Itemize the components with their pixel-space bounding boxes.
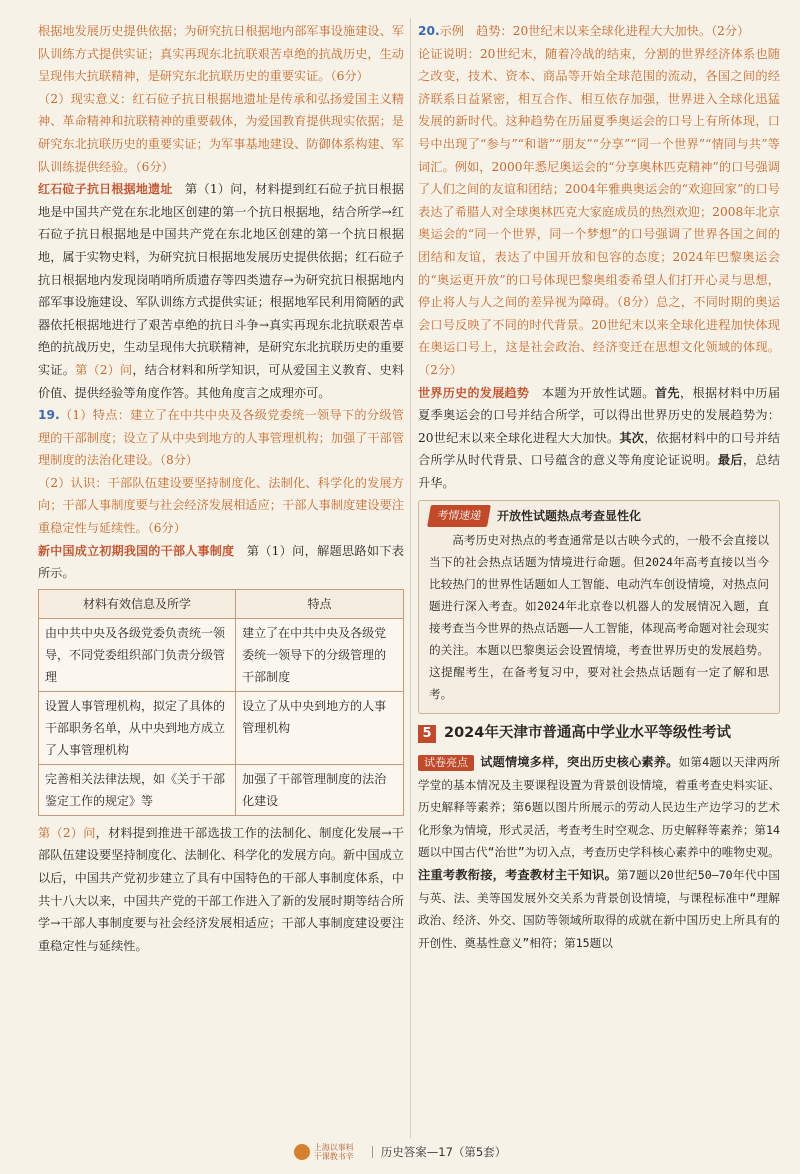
box-header (429, 505, 769, 527)
table-cell: 建立了在中共中央及各级党委统一领导下的分级管理的干部制度 (236, 618, 404, 691)
box-body: 高考历史对热点的考查通常是以古映今式的，一般不会直接以当下的社会热点话题为情境进行命题。但2024年高考直接以当今比较热门的世界性话题如人工智能、电动汽车创设情境，对热点问题进行深入考查。如2024年北京卷以机器人的发展情况入题，直接考查当今世界的热点话题——人工智能，体现高考命题对社会现实的关注。本题以巴黎奥运会设置情境，考查世界历史的发展趋势。这提醒考生，在备考复习中，要对社会热点话题有一定了解和思考。 (429, 533, 769, 702)
analysis-paragraph (38, 540, 404, 585)
publisher-logo (294, 1143, 354, 1161)
question-ref: 第（2）问 (75, 362, 133, 377)
logo-icon (294, 1144, 310, 1160)
analysis-text: ，总结升华。 (418, 453, 781, 490)
analysis-text: 第（1）问，材料提到红石砬子抗日根据地是中国共产党在东北地区创建的第一个抗日根据地，结合所学→红石砬子抗日根据地是中国共产党在东北地区创建的第一个抗日根据地，属于实物史料，为研究抗日根据地发展历史提供依据；红石砬子抗日根据地内发现岗哨哨所质遗存等四类遗存→为研究抗日根据地内部军事设施建设、军队训练方式提供实证；根据地军民利用简陋的武器依托根据地进行了艰苦卓绝的抗日斗争→真实再现东北抗联艰苦卓绝的抗战历史，生动呈现伟大抗联精神，是研究东北抗联历史的重要实证。 (38, 182, 405, 377)
analysis-text: ，结合材料和所学知识，可从爱国主义教育、史料价值、提供经验等角度作答。其他角度言之成理亦可。 (38, 362, 405, 400)
answer-paragraph: 论证说明：20世纪末，随着冷战的结束，分割的世界经济体系也随之改变，技术、资本、商品等开始全球范围的流动，各国之间的经济联系日益紧密，相互合作、相互依存加强，世界进入全球化迅猛发展的新时代。这种趋势在历届夏季奥运会的口号上有所体现，口号中出现了“参与”“和谐”“朋友”“分享”“同一个世界”“情同与共”等词汇。例如，2000年悉尼奥运会的“分享奥林匹克精神”的口号强调了人们之间的友谊和团结；2004年雅典奥运会的“欢迎回家”的口号表达了希腊人对全球奥林匹克大家庭成员的热烈欢迎；2008年北京奥运会的“同一个世界，同一个梦想”的口号强调了世界各国之间的团结和友谊，表达了中国开放和包容的态度；2024年巴黎奥运会的“奥运更开放”的口号体现巴黎奥组委希望人们打开心灵与思想，停止将人与人之间的差异视为障碍。（8分）总之，不同时期的奥运会口号反映了不同的时代背景。20世纪末以来全球化进程加快体现在奥运口号上，这是社会政治、经济变迁在思想文化领域的体现。（2分） (418, 46, 780, 377)
topic-label: 世界历史的发展趋势 (418, 385, 530, 400)
topic-label: 新中国成立初期我国的干部人事制度 (38, 543, 235, 558)
bold-keyword: 首先 (654, 385, 680, 400)
table-header: 材料有效信息及所学 (39, 589, 236, 618)
table-cell: 加强了干部管理制度的法治化建设 (236, 764, 404, 815)
highlight-tag: 试卷亮点 (418, 755, 474, 771)
bold-keyword: 注重考教衔接，考查教材主干知识。 (418, 868, 618, 883)
page-label: 历史答案—17（第5套） (380, 1145, 507, 1159)
answer-text: 示例 趋势：20世纪末以来全球化进程大大加快。（2分） (439, 24, 750, 38)
bold-keyword: 试题情境多样，突出历史核心素养。 (480, 755, 679, 770)
table-row (39, 764, 404, 815)
box-tag: 考情速递 (427, 505, 491, 527)
answer-paragraph: 根据地发展历史提供依据；为研究抗日根据地内部军事设施建设、军队训练方式提供实证；真实再现东北抗联艰苦卓绝的抗战历史，生动呈现伟大抗联精神，是研究东北抗联历史的重要实证。（6分） (38, 24, 404, 84)
highlight-text: 如第4题以天津两所学堂的基本情况及主要课程设置为背景创设情境，着重考查史料实证、历史解释等素养；第6题以图片所展示的劳动人民边生产边学习的艺术化形象为情境，形式灵活，考查考生时空观念、历史解释等素养；第14题以中国古代“治世”为切入点，考查历史学科核心素养中的唯物史观。 (418, 755, 781, 860)
table-cell: 设置人事管理机构，拟定了具体的干部职务名单，从中央到地方成立了人事管理机构 (39, 691, 236, 764)
highlight-text: 第7题以20世纪50—70年代中国与英、法、美等国发展外交关系为背景创设情境，与课程标准中“理解政治、经济、外交、国防等领域所取得的成就在新中国历史上所具有的开创性、奠基性意义”相符；第15题以 (418, 868, 781, 950)
table-row (39, 618, 404, 691)
analysis-text: 本题为开放性试题。 (541, 385, 655, 400)
section-heading (418, 722, 780, 745)
topic-label: 红石砬子抗日根据地遗址 (38, 182, 173, 197)
bold-keyword: 其次 (619, 430, 645, 445)
box-title: 开放性试题热点考查显性化 (497, 509, 642, 524)
page-footer (0, 1140, 800, 1164)
table-cell: 完善相关法律法规，如《关于干部鉴定工作的规定》等 (39, 764, 236, 815)
exam-insight-box (418, 500, 780, 714)
analysis-text: ，依据材料中的口号并结合所学从时代背景、口号蕴含的意义等角度论证说明。 (418, 430, 780, 468)
table-cell: 设立了从中央到地方的人事管理机构 (236, 691, 404, 764)
analysis-paragraph (418, 382, 780, 495)
section-title: 2024年天津市普通高中学业水平等级性考试 (444, 725, 731, 742)
section-number: 5 (418, 725, 436, 743)
highlight-paragraph (418, 864, 780, 954)
table-cell: 由中共中央及各级党委负责统一领导，不同党委组织部门负责分级管理 (39, 618, 236, 691)
answer-20 (418, 20, 780, 43)
table-row (39, 691, 404, 764)
analysis-paragraph (38, 178, 404, 404)
right-column (418, 20, 780, 954)
answer-paragraph: （2）现实意义：红石砬子抗日根据地遗址是传承和弘扬爱国主义精神、革命精神和抗联精神的重要载体，为爱国教育提供现实依据；是研究东北抗联历史的重要实证；为军事基地建设、防御体系构建、军队训练提供经验。（6分） (38, 91, 404, 174)
logo-text: 上海以事料 干课教书辛 (313, 1143, 354, 1161)
left-column (38, 20, 404, 957)
table-header: 特点 (236, 589, 404, 618)
highlight-paragraph (418, 751, 780, 864)
analysis-text: ，根据材料中历届夏季奥运会的口号并结合所学，可以得出世界历史的发展趋势为：20世纪末以来全球化进程大大加快。 (418, 385, 781, 445)
analysis-paragraph (38, 822, 404, 958)
answer-19 (38, 404, 404, 472)
footer-separator (372, 1146, 373, 1158)
column-divider (410, 18, 411, 1138)
analysis-table (38, 589, 404, 816)
question-number: 20. (418, 24, 440, 38)
answer-text: （1）特点：建立了在中共中央及各级党委统一领导下的分级管理的干部制度；设立了从中央到地方的人事管理机构；加强了干部管理制度的法治化建设。（8分） (38, 408, 404, 468)
bold-keyword: 最后 (717, 453, 743, 468)
question-ref: 第（2）问 (38, 825, 96, 840)
analysis-text: 第（1）问，解题思路如下表所示。 (38, 543, 404, 581)
table-header-row (39, 589, 404, 618)
question-number: 19. (38, 408, 60, 423)
answer-paragraph: （2）认识：干部队伍建设要坚持制度化、法制化、科学化的发展方向；干部人事制度要与社会经济发展相适应；干部人事制度建设要注重稳定性与延续性。（6分） (38, 475, 404, 536)
analysis-text: ，材料提到推进干部选拔工作的法制化、制度化发展→干部队伍建设要坚持制度化、法制化、科学化的发展方向。新中国成立以后，中国共产党初步建立了具有中国特色的干部人事制度体系，中共十八大以来，中国共产党的干部工作进入了新的发展时期等结合所学→干部人事制度要与社会经济发展相适应；干部人事制度建设要注重稳定性与延续性。 (38, 825, 404, 953)
